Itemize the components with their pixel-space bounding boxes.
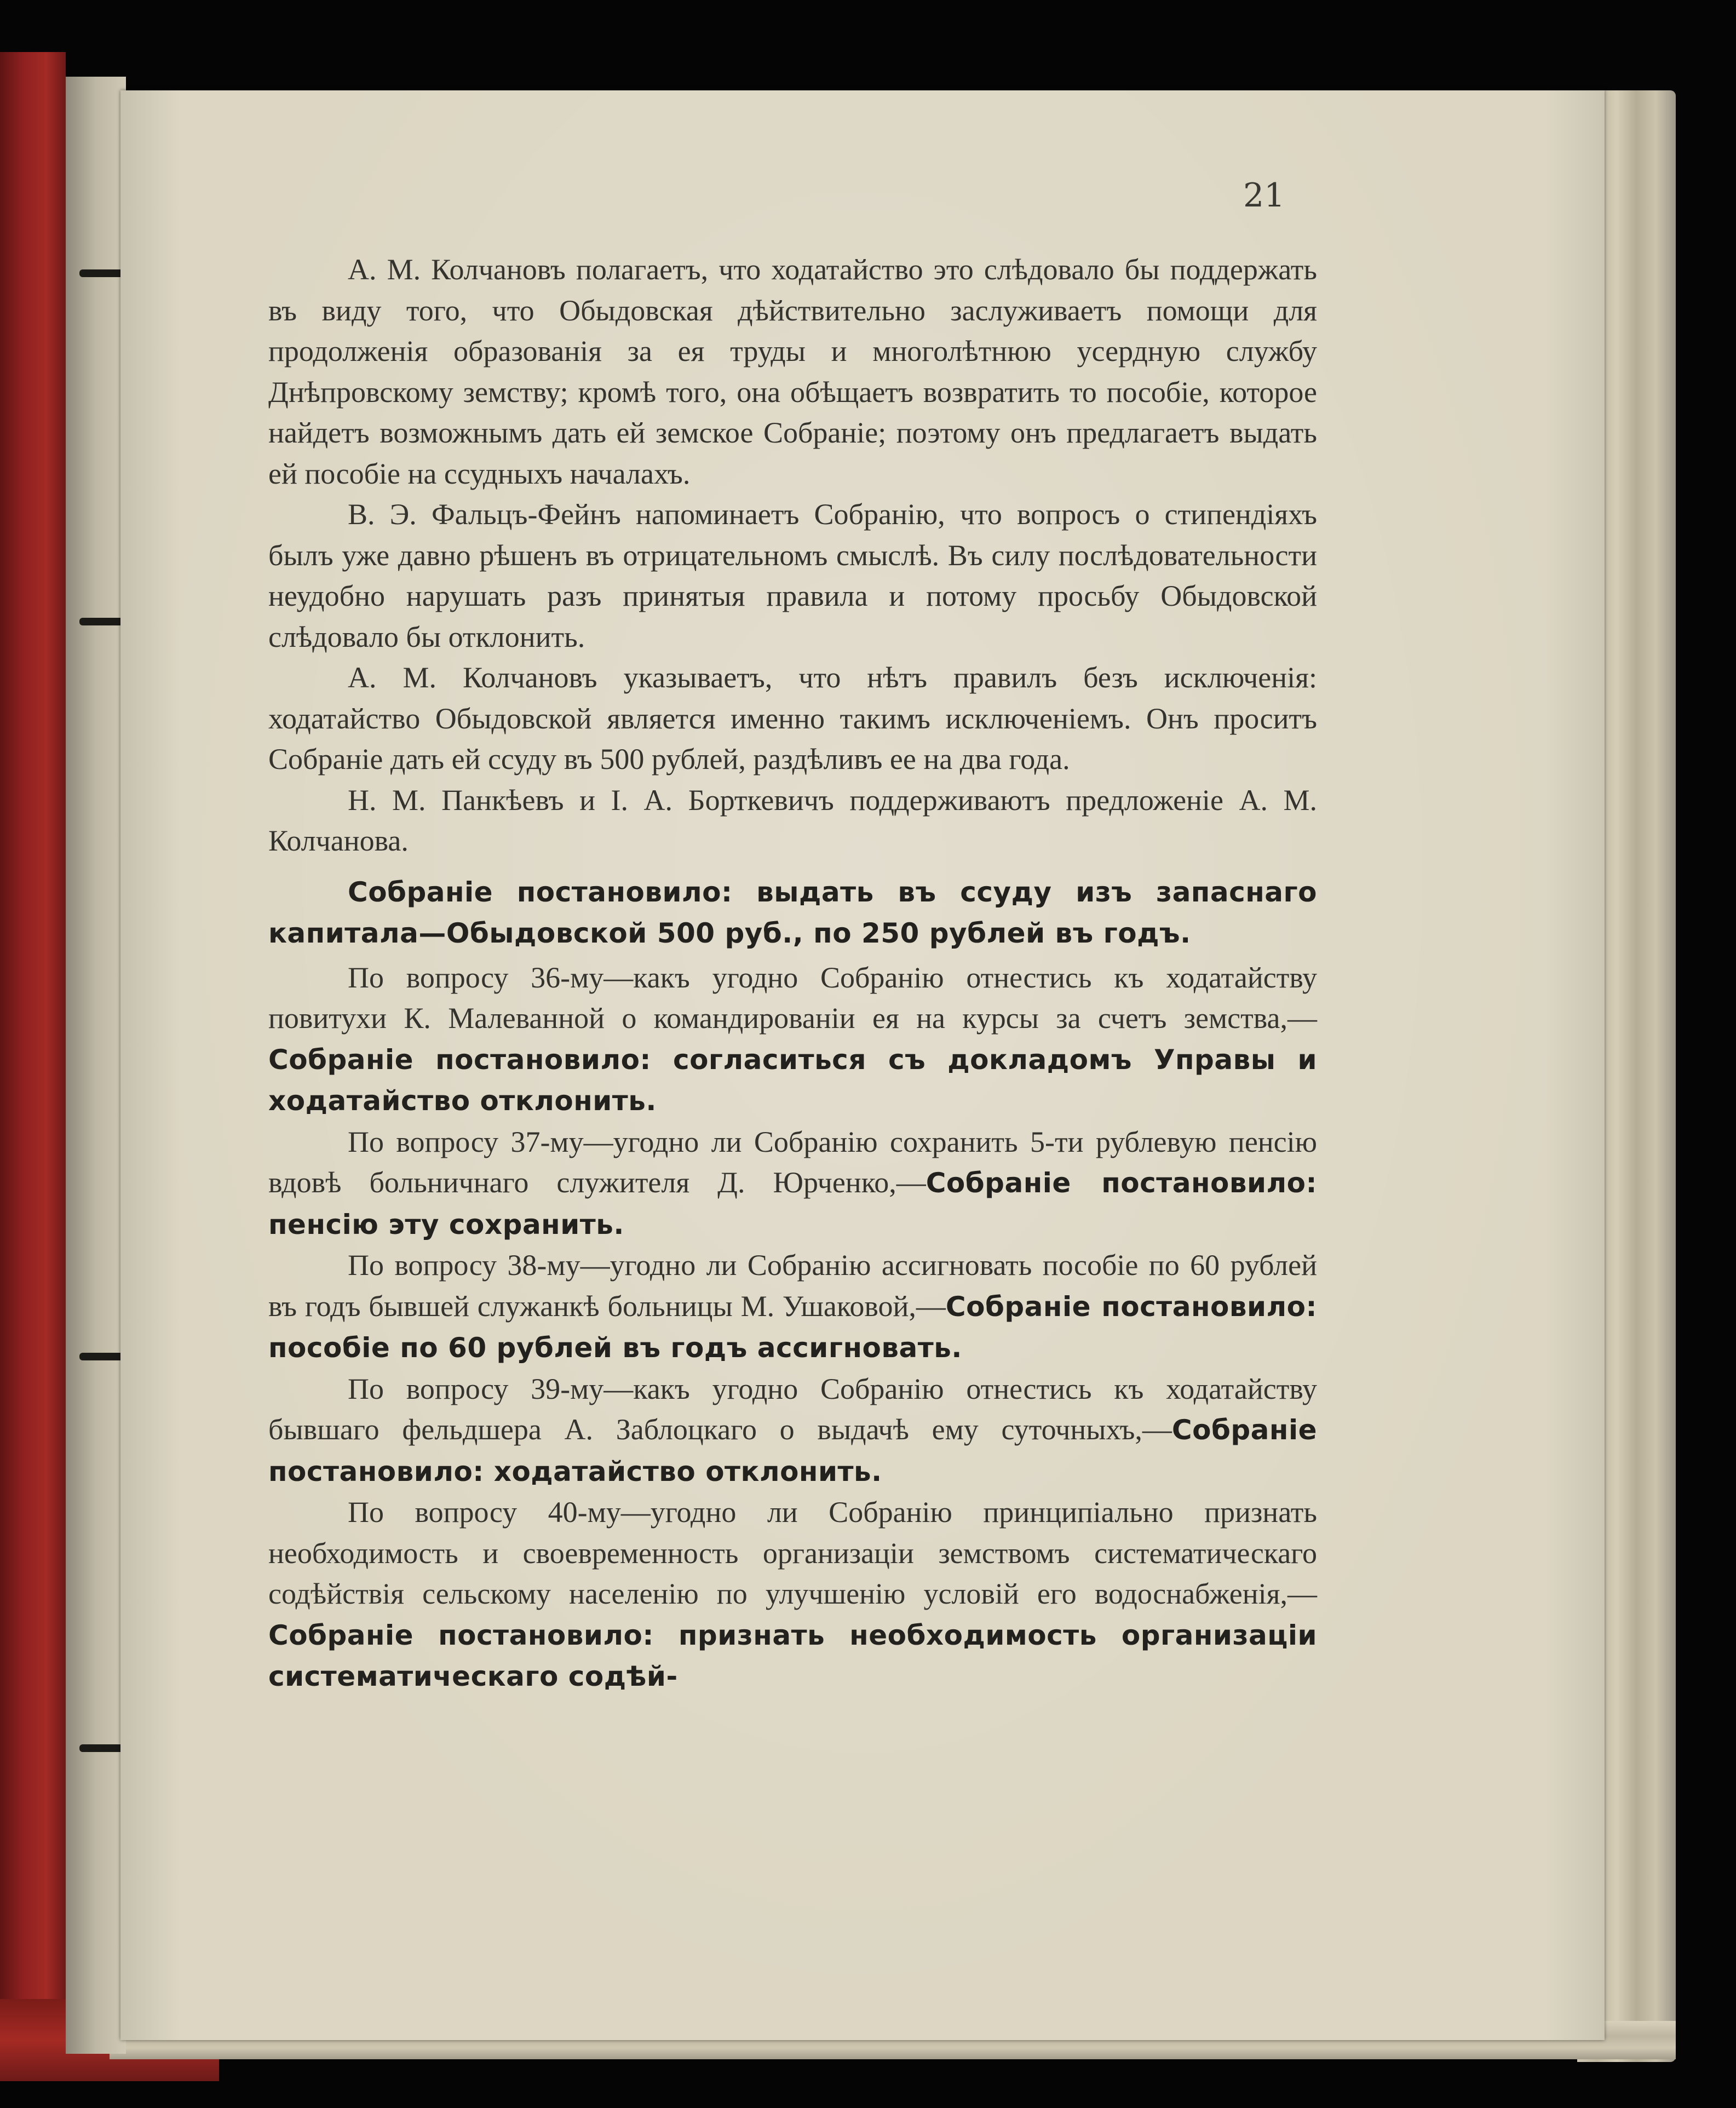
paragraph bbox=[268, 1122, 1317, 1245]
resolution-paragraph bbox=[268, 871, 1317, 954]
paragraph-text: В. Э. Фальцъ-Фейнъ напоминаетъ Собранію, что вопросъ о стипендіяхъ былъ уже давно рѣшенъ въ отрицательномъ смыслѣ. Въ силу послѣдовательности неудобно нарушать разъ принятыя правила и потому просьбу Обыдовской слѣдовало бы отклонить. bbox=[268, 498, 1317, 653]
paragraph-text: А. М. Колчановъ указываетъ, что нѣтъ правилъ безъ исключенія: ходатайство Обыдовской является именно такимъ исключеніемъ. Онъ проситъ Собраніе дать ей ссуду въ 500 рублей, раздѣливъ ее на два года. bbox=[268, 661, 1317, 776]
paragraph-text: А. М. Колчановъ полагаетъ, что ходатайство это слѣдовало бы поддержать въ виду того, что Обыдовская дѣйствительно заслуживаетъ помощи для продолженія образованія за ея труды и многолѣтнюю усердную службу Днѣпровскому земству; кромѣ того, она обѣщаетъ возвратить то пособіе, которое найдетъ возможнымъ дать ей земское Собраніе; поэтому онъ предлагаетъ выдать ей пособіе на ссудныхъ началахъ. bbox=[268, 253, 1317, 490]
binding-gutter bbox=[66, 77, 126, 2054]
paragraph-text: По вопросу 38-му—угодно ли Собранію ассигновать пособіе по 60 рублей въ годъ бывшей служанкѣ больницы М. Ушаковой,— bbox=[268, 1249, 1317, 1323]
body-text bbox=[268, 249, 1317, 1697]
resolution-text: Собраніе постановило: пенсію эту сохранить. bbox=[268, 1167, 1317, 1240]
resolution-text: Собраніе постановило: выдать въ ссуду изъ запаснаго капитала—Обыдовской 500 руб., по 250 рублей въ годъ. bbox=[268, 876, 1317, 949]
paragraph-text: По вопросу 39-му—какъ угодно Собранію отнестись къ ходатайству бывшаго фельдшера А. Заблоцкаго о выдачѣ ему суточныхъ,— bbox=[268, 1372, 1317, 1446]
resolution-text: Собраніе постановило: ходатайство отклонить. bbox=[268, 1414, 1317, 1487]
paragraph bbox=[268, 1245, 1317, 1369]
paragraph-text: По вопросу 36-му—какъ угодно Собранію отнестись къ ходатайству повитухи К. Малеванной о командированіи ея на курсы за счетъ земства,— bbox=[268, 961, 1317, 1035]
paragraph-text: По вопросу 40-му—угодно ли Собранію принципіально признать необходимость и своевременность организаціи земствомъ систематическаго содѣйствія сельскому населенію по улучшенію условій его водоснабженія,— bbox=[268, 1496, 1317, 1610]
book-cover-left bbox=[0, 52, 66, 2078]
paragraph-text: Н. М. Панкѣевъ и І. А. Борткевичъ поддерживаютъ предложеніе А. М. Колчанова. bbox=[268, 783, 1317, 857]
paragraph bbox=[268, 657, 1317, 780]
resolution-text: Собраніе постановило: согласиться съ докладомъ Управы и ходатайство отклонить. bbox=[268, 1043, 1317, 1117]
paragraph bbox=[268, 780, 1317, 861]
resolution-text: Собраніе постановило: признать необходимость организаціи систематическаго содѣй- bbox=[268, 1619, 1317, 1692]
paragraph bbox=[268, 1369, 1317, 1492]
resolution-text: Собраніе постановило: пособіе по 60 рублей въ годъ ассигновать. bbox=[268, 1290, 1317, 1364]
page-number: 21 bbox=[1243, 176, 1285, 215]
paragraph bbox=[268, 1492, 1317, 1697]
paragraph bbox=[268, 249, 1317, 494]
paragraph bbox=[268, 494, 1317, 657]
paragraph bbox=[268, 957, 1317, 1122]
paragraph-text: По вопросу 37-му—угодно ли Собранію сохранить 5-ти рублевую пенсію вдовѣ больничнаго служителя Д. Юрченко,— bbox=[268, 1125, 1317, 1199]
